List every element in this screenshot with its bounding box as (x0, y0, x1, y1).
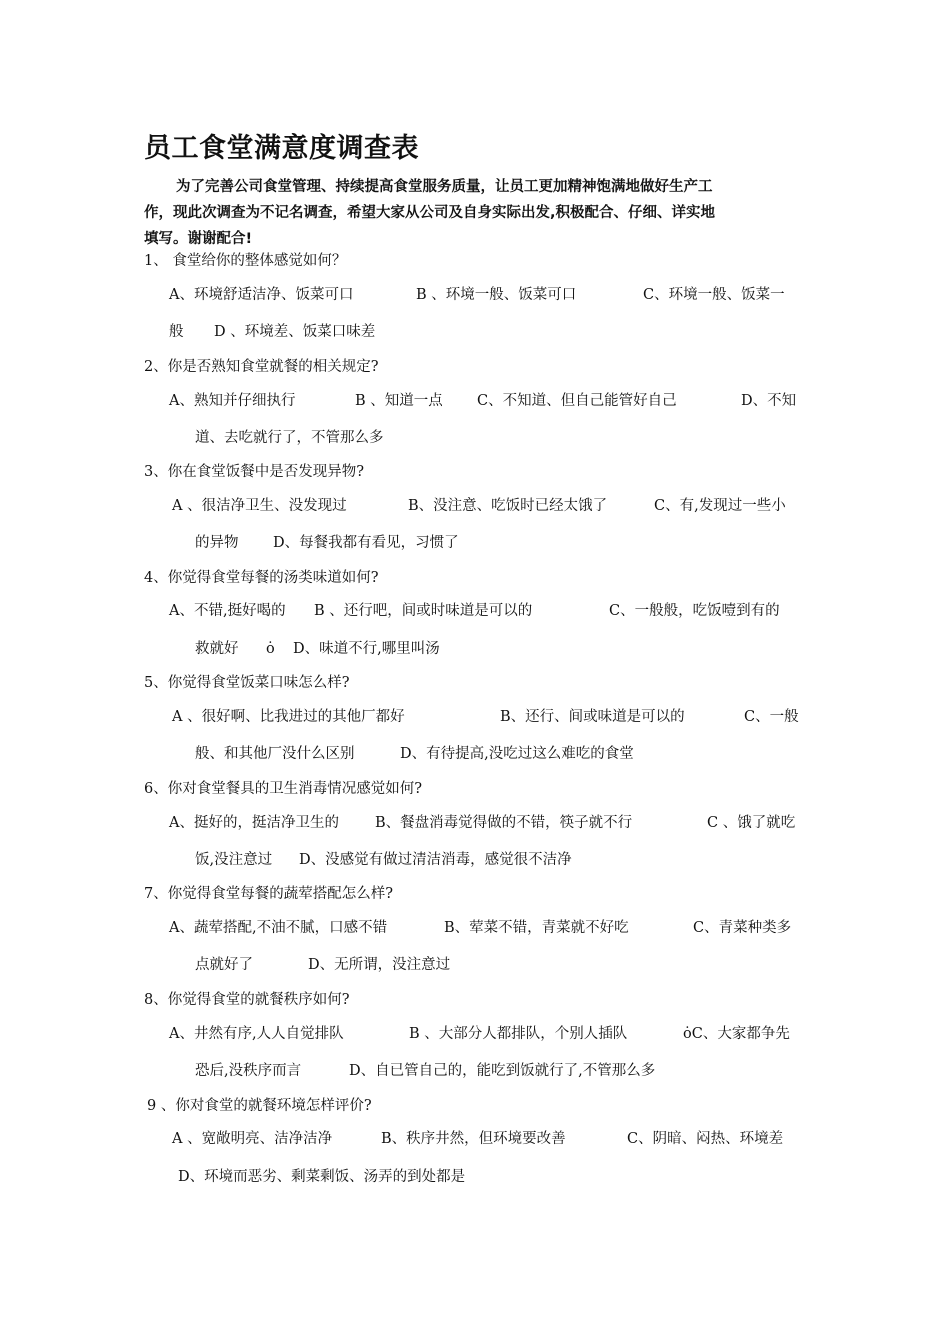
q2-option-a: A、熟知并仔细执行 (169, 393, 296, 409)
question-3-options-row-2 (0, 532, 950, 554)
intro-line-2: 作，现此次调查为不记名调查，希望大家从公司及自身实际出发,积极配合、仔细、详实地 (144, 205, 716, 221)
q2-option-d-cont: 道、去吃就行了，不管那么多 (195, 430, 384, 446)
q9-option-b: B、秩序井然，但环境要改善 (381, 1131, 566, 1147)
q3-option-c-cont: 的异物 (195, 535, 239, 551)
question-5-options-row-1 (0, 706, 950, 728)
q6-option-a: A、挺好的，挺洁净卫生的 (169, 815, 339, 831)
question-8-options-row-1 (0, 1023, 950, 1045)
q9-option-a: A 、宽敞明亮、洁净洁净 (172, 1131, 333, 1147)
q8-option-b: B 、大部分人都排队，个别人插队 (409, 1026, 628, 1042)
q3-option-b: B、没注意、吃饭时已经太饿了 (408, 498, 608, 514)
q1-option-a: A、环境舒适洁净、饭菜可口 (169, 287, 354, 303)
q4-stray-mark: ȯ (266, 641, 275, 657)
q9-option-c: C、阴暗、闷热、环境差 (627, 1131, 784, 1147)
q3-option-c: C、有,发现过一些小 (654, 498, 786, 514)
q2-option-b: B 、知道一点 (355, 393, 443, 409)
q8-option-d: D、自已管自己的，能吃到饭就行了,不管那么多 (349, 1063, 656, 1079)
q5-option-d: D、有待提高,没吃过这么难吃的食堂 (400, 746, 634, 762)
page-title: 员工食堂满意度调查表 (144, 133, 419, 164)
question-6: 6、你对食堂餐具的卫生消毒情况感觉如何? (144, 781, 422, 797)
q8-option-c: ȯC、大家都争先 (683, 1026, 790, 1042)
q3-option-a: A 、很洁净卫生、没发现过 (172, 498, 347, 514)
intro-line-3: 填写。谢谢配合! (144, 231, 253, 247)
question-6-options-row-1 (0, 812, 950, 834)
question-9: 9 、你对食堂的就餐环境怎样评价? (147, 1098, 372, 1114)
question-7-options-row-1 (0, 917, 950, 939)
question-4-options-row-2 (0, 638, 950, 660)
q2-option-c: C、不知道、但自己能管好自己 (477, 393, 677, 409)
q7-option-a: A、蔬荤搭配,不油不腻，口感不错 (169, 920, 388, 936)
question-6-options-row-2 (0, 849, 950, 871)
q4-option-d: D、味道不行,哪里叫汤 (293, 641, 440, 657)
q7-option-d: D、无所谓，没注意过 (308, 957, 451, 973)
q6-option-c-cont: 饭,没注意过 (195, 852, 273, 868)
question-2-options-row-2 (0, 427, 950, 449)
q8-option-a: A、井然有序,人人自觉排队 (169, 1026, 344, 1042)
q2-option-d: D、不知 (741, 393, 797, 409)
question-7: 7、你觉得食堂每餐的蔬荤搭配怎么样? (144, 886, 393, 902)
q4-option-c: C、一般般，吃饭噎到有的 (609, 603, 780, 619)
q1-option-c: C、环境一般、饭菜一 (643, 287, 785, 303)
q7-option-c: C、青菜种类多 (693, 920, 792, 936)
intro-line-1: 为了完善公司食堂管理、持续提高食堂服务质量，让员工更加精神饱满地做好生产工 (176, 179, 713, 195)
question-9-options-row-1 (0, 1128, 950, 1150)
q5-option-c: C、一般 (744, 709, 799, 725)
question-8: 8、你觉得食堂的就餐秩序如何? (144, 992, 350, 1008)
q4-option-b: B 、还行吧，间或时味道是可以的 (314, 603, 533, 619)
question-5-options-row-2 (0, 743, 950, 765)
q1-option-c-cont: 般 (169, 324, 184, 340)
q6-option-b: B、餐盘消毒觉得做的不错，筷子就不行 (375, 815, 633, 831)
q6-option-c: C 、饿了就吃 (707, 815, 796, 831)
question-5: 5、你觉得食堂饭菜口味怎么样? (144, 675, 350, 691)
question-4-options-row-1 (0, 600, 950, 622)
question-7-options-row-2 (0, 954, 950, 976)
q3-option-d: D、每餐我都有看见，习惯了 (273, 535, 459, 551)
question-3: 3、你在食堂饭餐中是否发现异物? (144, 464, 364, 480)
question-1: 1、 食堂给你的整体感觉如何？ (144, 253, 347, 269)
question-8-options-row-2 (0, 1060, 950, 1082)
q5-option-b: B、还行、间或味道是可以的 (500, 709, 685, 725)
q9-option-d: D、环境而恶劣、剩菜剩饭、汤弄的到处都是 (178, 1169, 466, 1185)
question-9-options-row-2 (0, 1166, 950, 1188)
q7-option-b: B、荤菜不错，青菜就不好吃 (444, 920, 629, 936)
q4-option-c-cont: 救就好 (195, 641, 239, 657)
q5-option-c-cont: 般、和其他厂没什么区别 (195, 746, 355, 762)
q8-option-c-cont: 恐后,没秩序而言 (195, 1063, 302, 1079)
question-2: 2、你是否熟知食堂就餐的相关规定? (144, 359, 379, 375)
question-2-options-row-1 (0, 390, 950, 412)
question-4: 4、你觉得食堂每餐的汤类味道如何? (144, 570, 379, 586)
q6-option-d: D、没感觉有做过清洁消毒，感觉很不洁净 (299, 852, 572, 868)
q1-option-d: D 、环境差、饭菜口味差 (214, 324, 376, 340)
question-1-options-row-2 (0, 321, 950, 343)
question-1-options-row-1 (0, 284, 950, 306)
q4-option-a: A、不错,挺好喝的 (169, 603, 286, 619)
q7-option-c-cont: 点就好了 (195, 957, 253, 973)
question-3-options-row-1 (0, 495, 950, 517)
q5-option-a: A 、很好啊、比我进过的其他厂都好 (172, 709, 405, 725)
q1-option-b: B 、环境一般、饭菜可口 (416, 287, 577, 303)
